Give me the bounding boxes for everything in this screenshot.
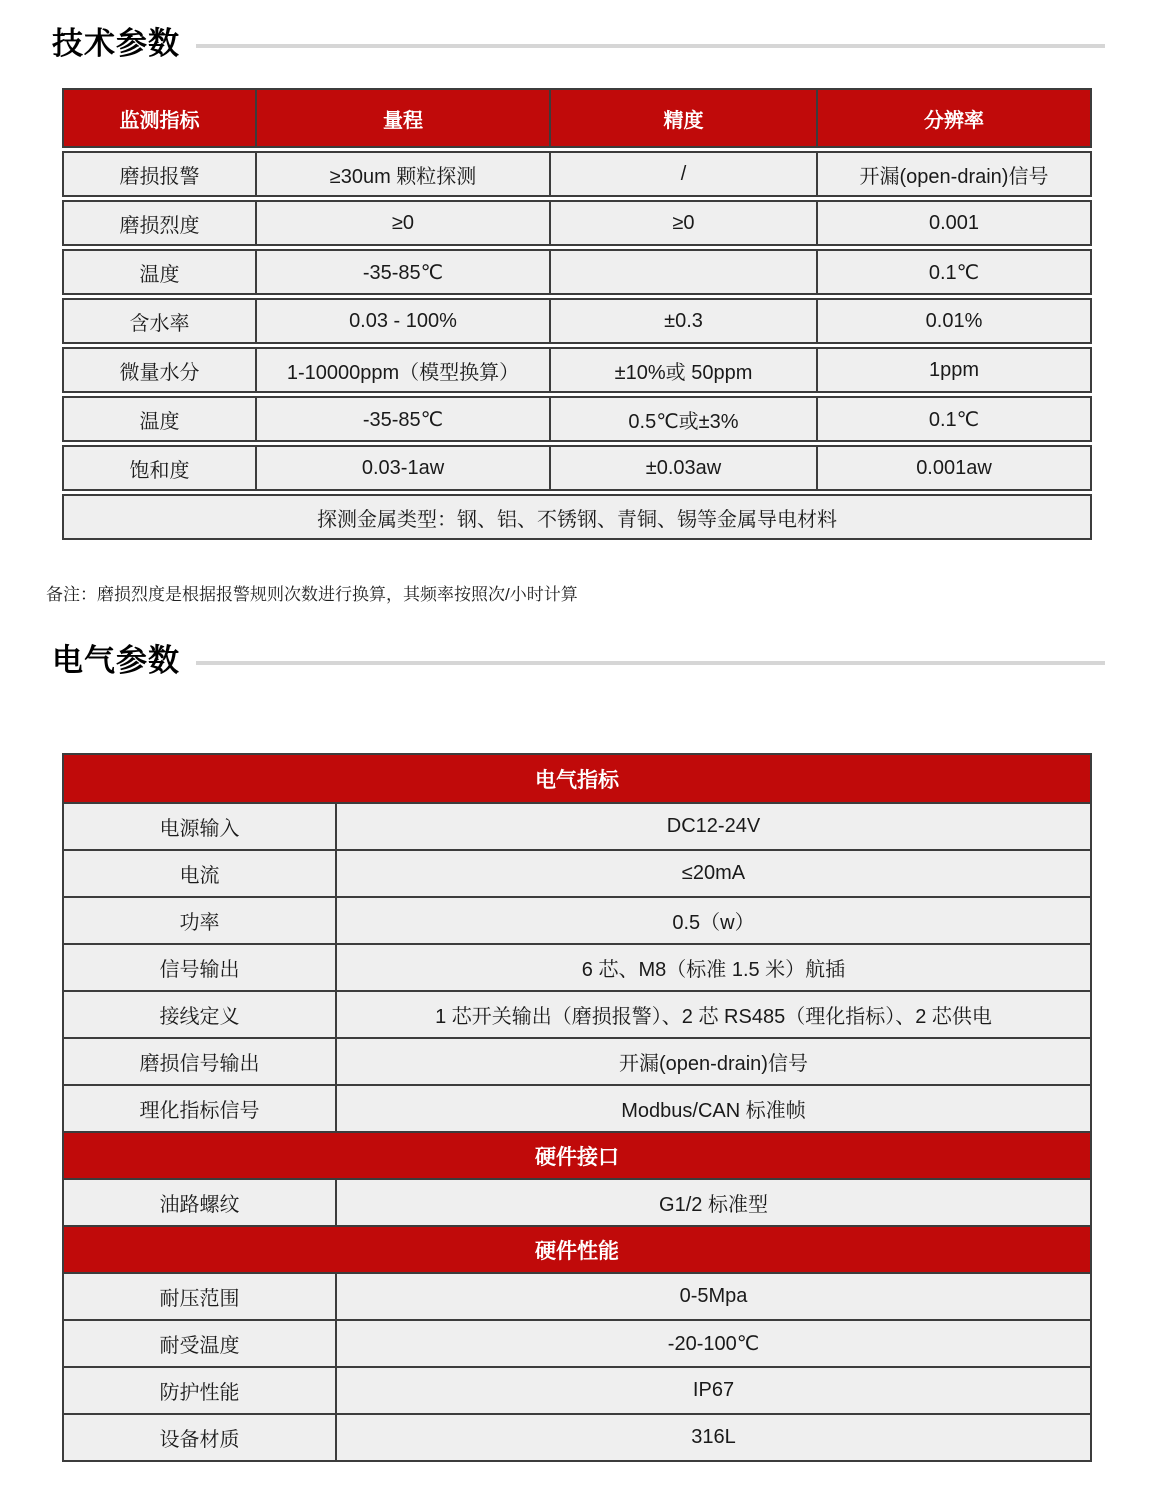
table-row (62, 347, 1092, 393)
table-cell: 0.01% (816, 300, 1090, 342)
table-row (64, 802, 1090, 849)
column-header-accuracy: 精度 (549, 90, 816, 146)
row-value: 0-5Mpa (679, 1285, 748, 1307)
table-cell: 0.001aw (816, 447, 1090, 489)
table-row (64, 1319, 1090, 1366)
row-label: 电源输入 (64, 804, 337, 849)
table-row (62, 249, 1092, 295)
row-value: -20-100℃ (667, 1333, 760, 1355)
row-value: Modbus/CAN 标准帧 (621, 1100, 806, 1122)
table-row (62, 151, 1092, 197)
row-label: 磨损信号输出 (64, 1039, 337, 1084)
electrical-parameters-table (62, 753, 1092, 1462)
column-header-resolution: 分辨率 (816, 90, 1090, 146)
table-row (64, 1366, 1090, 1413)
row-value: 6 芯、M8（标准 1.5 米）航插 (581, 959, 846, 981)
section-divider-technical (196, 44, 1105, 48)
table-cell: 0.5℃或±3% (549, 398, 816, 440)
table-row (64, 990, 1090, 1037)
row-label: 耐受温度 (64, 1321, 337, 1366)
section-header-cell: 电气指标 (535, 768, 619, 792)
section-header-electrical (52, 641, 1105, 681)
table-row (62, 445, 1092, 491)
table-row (62, 200, 1092, 246)
table-cell (549, 251, 816, 293)
row-value: 开漏(open-drain)信号 (619, 1053, 808, 1075)
row-value: 1 芯开关输出（磨损报警）、2 芯 RS485（理化指标）、2 芯供电 (435, 1006, 992, 1028)
table-row (64, 943, 1090, 990)
table-section-header-hardware-performance (64, 1225, 1090, 1272)
row-value: IP67 (692, 1379, 735, 1401)
table-row (62, 396, 1092, 442)
table-cell: ≥0 (549, 202, 816, 244)
row-label: 电流 (64, 851, 337, 896)
row-label: 理化指标信号 (64, 1086, 337, 1131)
table-row (64, 896, 1090, 943)
row-value: G1/2 标准型 (659, 1194, 768, 1216)
note-text: 备注：磨损烈度是根据报警规则次数进行换算，其频率按照次/小时计算 (46, 585, 578, 604)
row-label: 油路螺纹 (64, 1180, 337, 1225)
table-header-row (62, 88, 1092, 148)
row-label: 功率 (64, 898, 337, 943)
table-cell: 0.03-1aw (255, 447, 549, 489)
table-cell: 饱和度 (129, 459, 190, 482)
row-label: 信号输出 (64, 945, 337, 990)
table-row (64, 1272, 1090, 1319)
table-cell: 微量水分 (119, 361, 200, 384)
table-row (64, 849, 1090, 896)
section-header-cell: 硬件性能 (535, 1239, 619, 1263)
table-cell: ≥0 (255, 202, 549, 244)
table-row (64, 1413, 1090, 1460)
table-cell: / (549, 153, 816, 195)
row-value: DC12-24V (666, 815, 761, 837)
table-section-header-hardware-interface (64, 1131, 1090, 1178)
table-cell: 温度 (139, 263, 180, 286)
table-cell: 开漏(open-drain)信号 (816, 153, 1090, 195)
table-cell: 磨损报警 (119, 165, 200, 188)
section-title-electrical: 电气参数 (52, 643, 180, 679)
row-value: 0.5（w） (672, 912, 755, 934)
table-row (64, 1178, 1090, 1225)
section-title-technical: 技术参数 (52, 26, 180, 62)
section-header-technical (52, 24, 1105, 64)
section-header-cell: 硬件接口 (535, 1145, 619, 1169)
section-divider-electrical (196, 661, 1105, 665)
table-footer-cell: 探测金属类型：钢、铝、不锈钢、青铜、锡等金属导电材料 (317, 508, 837, 531)
row-value: 316L (691, 1426, 736, 1448)
row-value: ≤20mA (681, 862, 746, 884)
table-cell: ±0.03aw (549, 447, 816, 489)
row-label: 接线定义 (64, 992, 337, 1037)
row-label: 耐压范围 (64, 1274, 337, 1319)
row-label: 防护性能 (64, 1368, 337, 1413)
column-header-range: 量程 (255, 90, 549, 146)
technical-parameters-table (62, 88, 1092, 540)
column-header-indicator: 监测指标 (119, 109, 200, 132)
table-row (64, 1084, 1090, 1131)
table-cell: 1ppm (816, 349, 1090, 391)
table-cell: 含水率 (129, 312, 190, 335)
table-cell: 1-10000ppm（模型换算） (255, 349, 549, 391)
table-cell: 磨损烈度 (119, 214, 200, 237)
table-cell: ±0.3 (549, 300, 816, 342)
table-cell: 0.03 - 100% (255, 300, 549, 342)
table-section-header-electrical-indicators (64, 755, 1090, 802)
table-cell: 温度 (139, 410, 180, 433)
table-cell: 0.1℃ (816, 398, 1090, 440)
table-row (62, 298, 1092, 344)
table-cell: 0.001 (816, 202, 1090, 244)
table-cell: -35-85℃ (255, 398, 549, 440)
table-cell: ≥30um 颗粒探测 (255, 153, 549, 195)
table-footer-row (62, 494, 1092, 540)
table-row (64, 1037, 1090, 1084)
table-cell: ±10%或 50ppm (549, 349, 816, 391)
table-cell: 0.1℃ (816, 251, 1090, 293)
row-label: 设备材质 (64, 1415, 337, 1460)
table-cell: -35-85℃ (255, 251, 549, 293)
